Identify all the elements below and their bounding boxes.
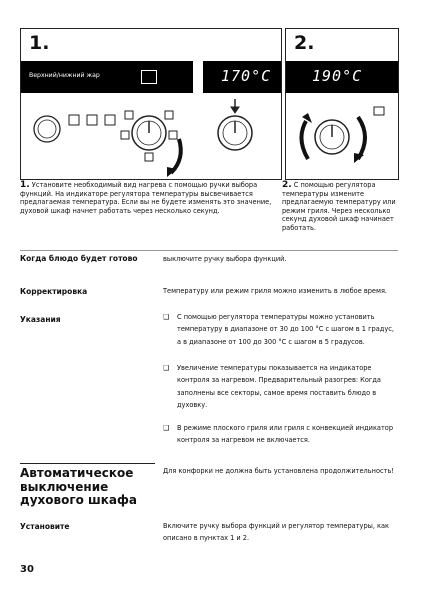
notes-label: Указания bbox=[20, 315, 61, 324]
caption-1-text: Установите необходимый вид нагрева с помощью ручки выбора функций. На индикаторе регулятора температуры высвечивается предлагаемая температура. Если вы не будете изменять это значение, духовой шкаф начнет работать через несколько секунд. bbox=[20, 181, 272, 215]
step-1-number: 1. bbox=[29, 32, 50, 54]
divider bbox=[20, 250, 398, 251]
correct-label: Корректировка bbox=[20, 287, 88, 296]
step-2-caption bbox=[282, 181, 400, 233]
auto-shutdown-text: Для конфорки не должна быть установлена продолжительность! bbox=[163, 467, 394, 475]
rotation-arrow-icon bbox=[301, 121, 308, 159]
display-divider bbox=[193, 61, 203, 93]
step-2-panel bbox=[285, 28, 399, 180]
program-buttons bbox=[69, 115, 115, 125]
heating-mode-label: Верхний/нижний жар bbox=[29, 72, 100, 79]
set-label: Установите bbox=[20, 522, 70, 531]
left-knob bbox=[34, 116, 60, 142]
step-1-temperature-readout: 170°C bbox=[221, 67, 272, 85]
page-number: 30 bbox=[20, 564, 34, 575]
step-1-panel bbox=[20, 28, 282, 180]
temperature-knob-icon bbox=[315, 120, 349, 154]
temperature-knob-icon bbox=[218, 99, 252, 150]
correct-text: Температуру или режим гриля можно изменить в любое время. bbox=[163, 287, 388, 295]
step-2-number: 2. bbox=[294, 32, 315, 54]
note-3: В режиме плоского гриля или гриля с конвекцией индикатор контроля за нагревом не включается. bbox=[177, 424, 394, 445]
checkbox-bullet-icon: ❑ bbox=[163, 424, 170, 432]
done-text: выключите ручку выбора функций. bbox=[163, 255, 287, 263]
caption-1-number: 1. bbox=[20, 180, 30, 190]
step-1-caption bbox=[20, 181, 275, 215]
rotation-arrow-icon bbox=[171, 139, 181, 173]
auto-shutdown-title: Автоматическое выключение духового шкафа bbox=[20, 466, 138, 507]
step-1-controls bbox=[21, 93, 281, 179]
oven-symbol-icon bbox=[141, 70, 157, 84]
step-1-display-strip bbox=[21, 61, 281, 93]
section-divider bbox=[20, 463, 155, 464]
note-1: С помощью регулятора температуры можно установить температуру в диапазоне от 30 до 100 °C с шагом в 1 градус, а в диапазоне от 100 до 300 °C с шагом в 5 градусов. bbox=[177, 313, 394, 346]
done-label: Когда блюдо будет готово bbox=[20, 254, 138, 263]
function-selector-knob-icon bbox=[121, 111, 177, 161]
step-2-display-strip bbox=[286, 61, 398, 93]
step-2-temperature-readout: 190°C bbox=[312, 67, 363, 85]
note-2: Увеличение температуры показывается на индикаторе контроля за нагревом. Предварительный разогрев: Когда заполнены все секторы, самое время поставить блюдо в духовку. bbox=[177, 364, 381, 410]
caption-2-text: С помощью регулятора температуры измените предлагаемую температуру или режим гриля. Через несколько секунд духовой шкаф начинает работать. bbox=[282, 181, 396, 232]
set-text: Включите ручку выбора функций и регулятор температуры, как описано в пунктах 1 и 2. bbox=[163, 522, 390, 543]
checkbox-bullet-icon: ❑ bbox=[163, 313, 170, 321]
caption-2-number: 2. bbox=[282, 180, 292, 190]
checkbox-bullet-icon: ❑ bbox=[163, 364, 170, 372]
step-2-controls bbox=[286, 93, 398, 179]
